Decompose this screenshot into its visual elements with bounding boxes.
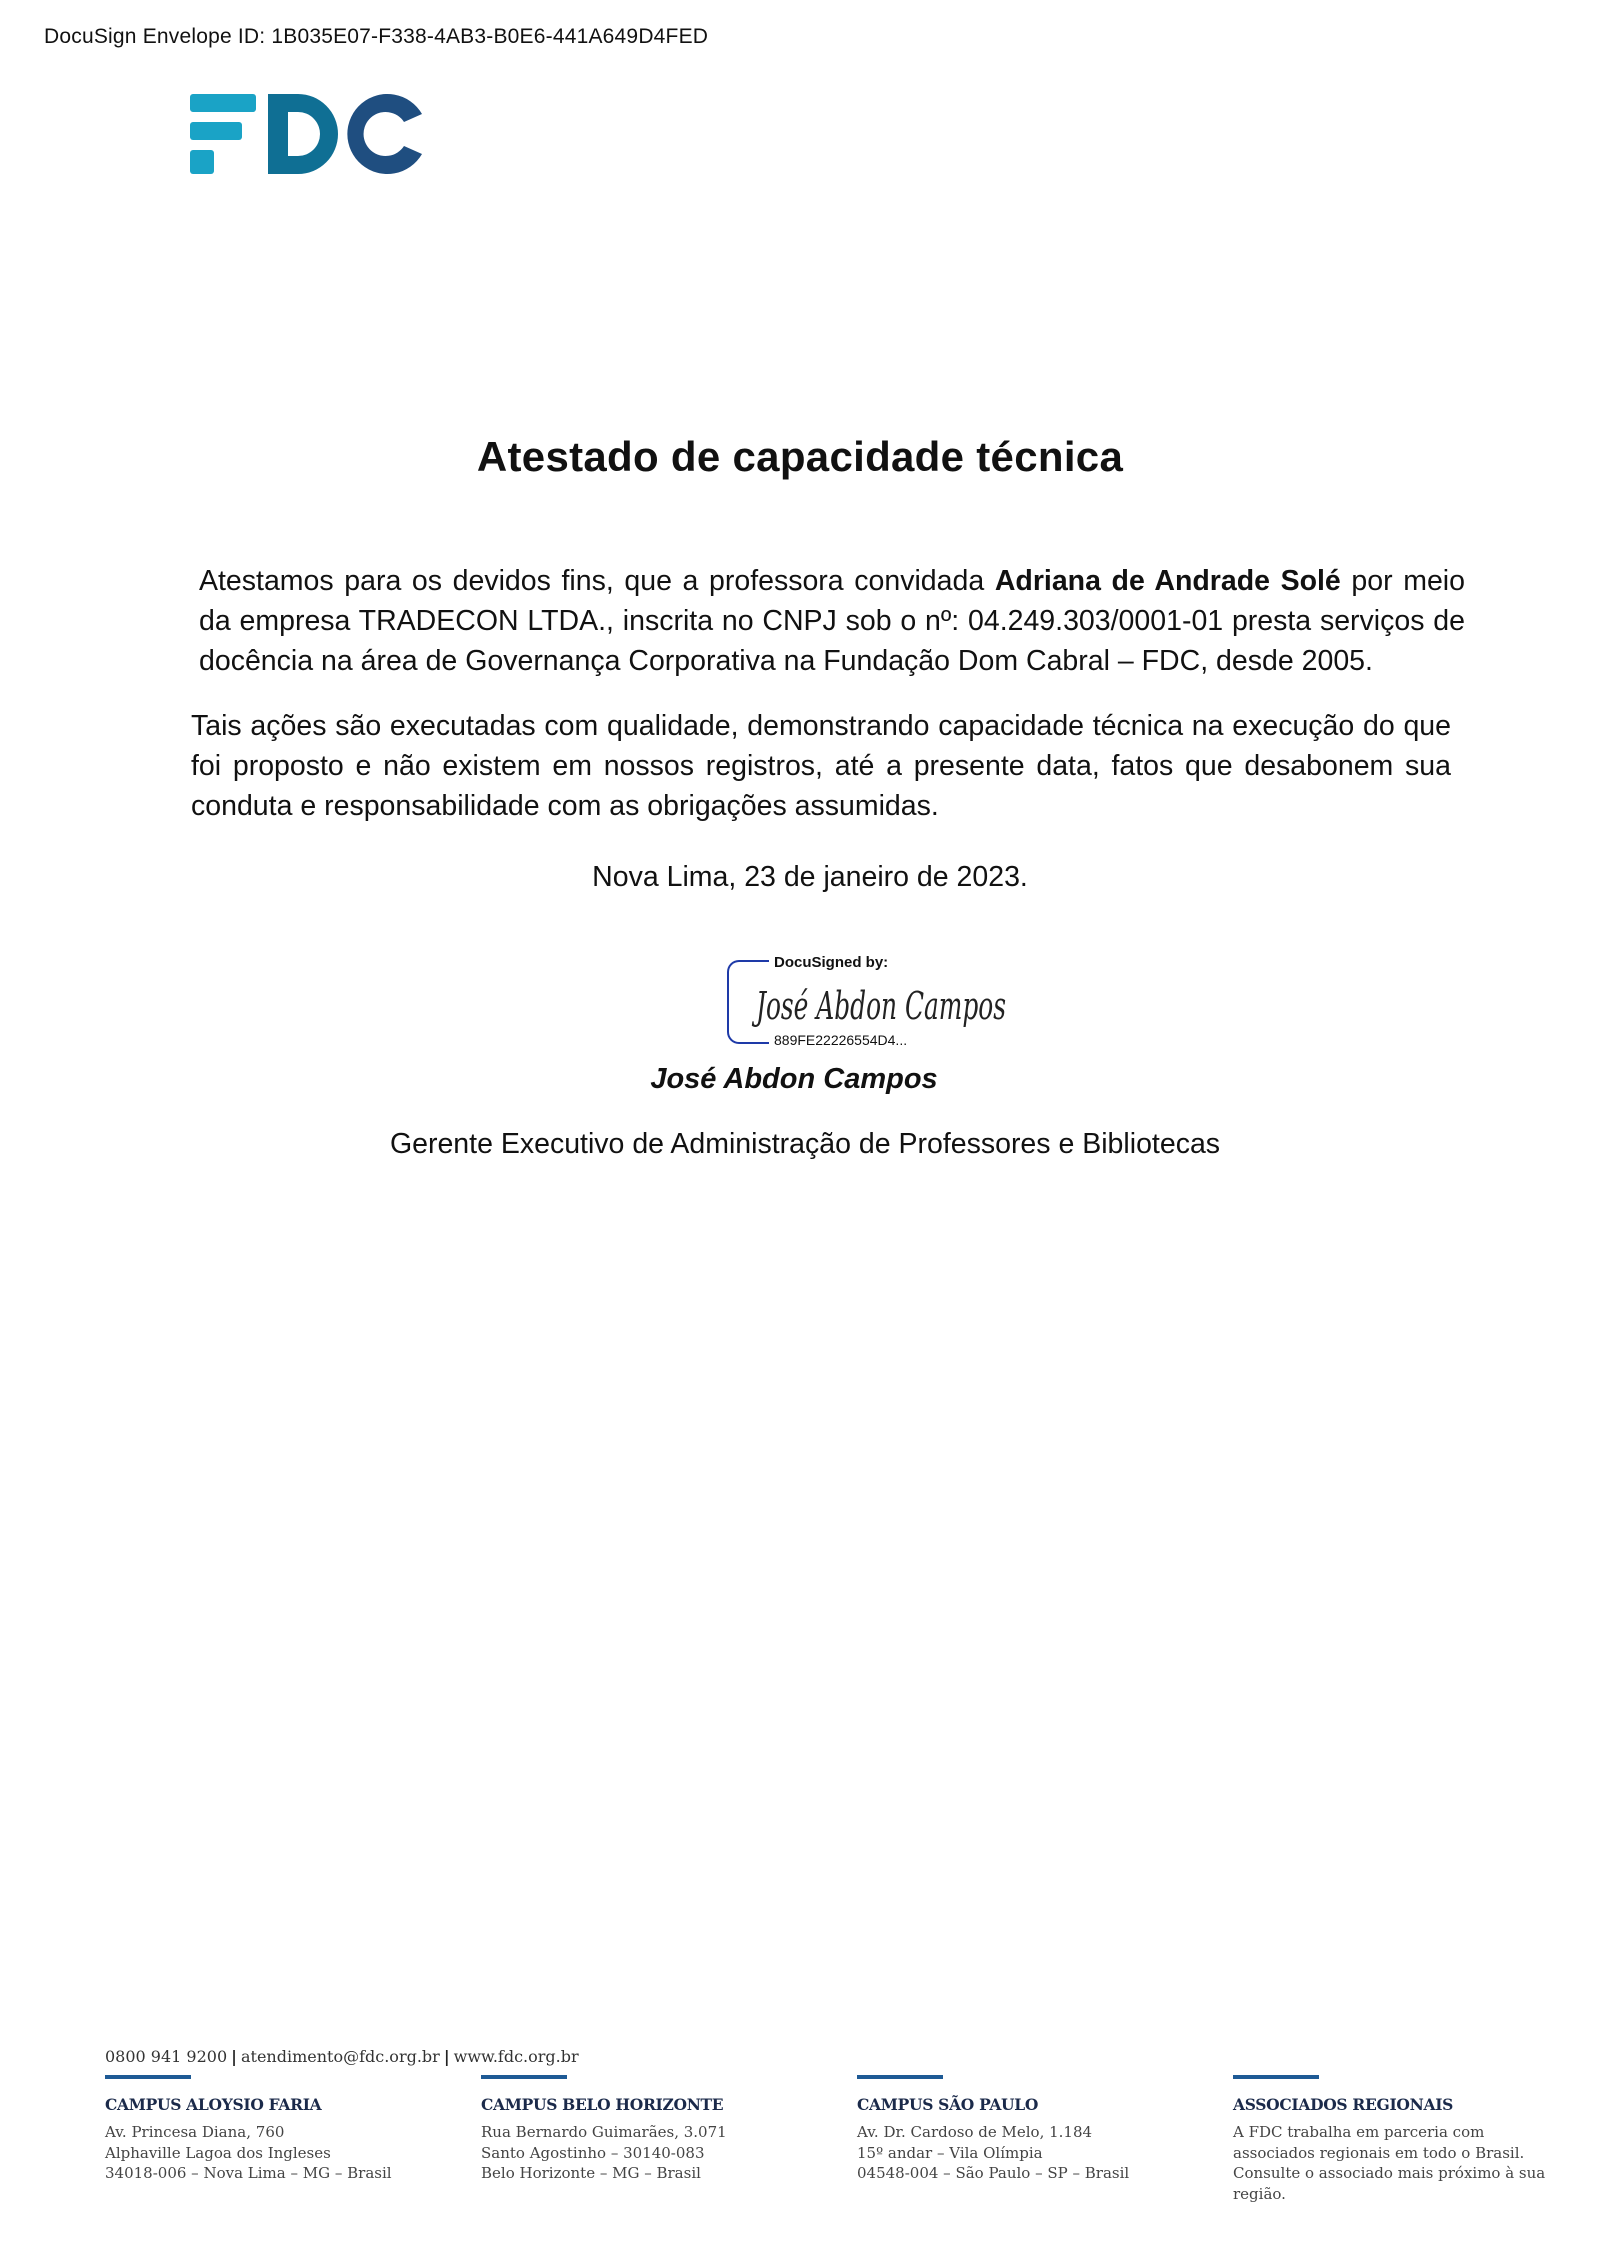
footer-accent-bar xyxy=(105,2075,191,2079)
footer-address-line: 15º andar – Vila Olímpia xyxy=(857,2143,1043,2162)
footer-separator: | xyxy=(231,2047,237,2066)
footer-campus-aloysio-faria xyxy=(105,2075,445,2184)
handwritten-signature xyxy=(750,975,1020,1035)
paragraph-attestation xyxy=(199,561,1465,681)
signer-name: José Abdon Campos xyxy=(650,1063,938,1095)
paragraph-text-end: por meio da empresa TRADECON LTDA., inscrita no CNPJ sob o nº: 04.249.303/0001-01 presta serviços de docência na área de Governança Corporativa na Fundação Dom Cabral – FDC, desde 2005. xyxy=(199,565,1465,677)
signature-script-text: José Abdon Campos xyxy=(751,984,1006,1028)
footer-column-heading: ASSOCIADOS REGIONAIS xyxy=(1233,2095,1454,2114)
footer-text-line: A FDC trabalha em parceria com xyxy=(1233,2123,1485,2141)
footer-campus-belo-horizonte xyxy=(481,2075,821,2184)
footer-text-line: Consulte o associado mais próximo à sua xyxy=(1233,2164,1546,2182)
footer-text-line: região. xyxy=(1233,2184,1286,2203)
footer-text-line: associados regionais em todo o Brasil. xyxy=(1233,2143,1525,2162)
footer-campus-sao-paulo xyxy=(857,2075,1197,2184)
date-line: Nova Lima, 23 de janeiro de 2023. xyxy=(592,861,1028,893)
footer-address-line: Av. Princesa Diana, 760 xyxy=(105,2123,285,2141)
footer-phone: 0800 941 9200 xyxy=(105,2047,228,2066)
docusign-envelope-id: DocuSign Envelope ID: 1B035E07-F338-4AB3-B0E6-441A649D4FED xyxy=(44,25,709,48)
footer-accent-bar xyxy=(1233,2075,1319,2079)
footer-website[interactable]: www.fdc.org.br xyxy=(453,2047,579,2066)
footer-address-line: Santo Agostinho – 30140-083 xyxy=(481,2143,705,2162)
professor-name: Adriana de Andrade Solé xyxy=(994,565,1341,597)
footer-accent-bar xyxy=(481,2075,567,2079)
footer-separator: | xyxy=(443,2047,450,2066)
footer-address-line: Av. Dr. Cardoso de Melo, 1.184 xyxy=(857,2123,1093,2141)
footer-associados-regionais xyxy=(1233,2075,1563,2204)
footer-column-heading: CAMPUS SÃO PAULO xyxy=(857,2095,1039,2114)
paragraph-quality: Tais ações são executadas com qualidade, demonstrando capacidade técnica na execução do que foi proposto e não existem em nossos registros, até a presente data, fatos que desabonem sua conduta e responsabilidade com as obrigações assumidas. xyxy=(191,710,1451,822)
docusign-id: 889FE22226554D4... xyxy=(774,1032,908,1048)
footer-column-heading: CAMPUS ALOYSIO FARIA xyxy=(105,2095,322,2114)
footer-accent-bar xyxy=(857,2075,943,2079)
fdc-logo xyxy=(190,94,430,178)
footer-address-line: Rua Bernardo Guimarães, 3.071 xyxy=(481,2123,727,2141)
footer-email[interactable]: atendimento@fdc.org.br xyxy=(240,2047,440,2066)
document-title: Atestado de capacidade técnica xyxy=(476,433,1124,480)
footer-address-line: Belo Horizonte – MG – Brasil xyxy=(481,2164,701,2182)
footer-column-heading: CAMPUS BELO HORIZONTE xyxy=(481,2095,724,2114)
footer-address-line: 34018-006 – Nova Lima – MG – Brasil xyxy=(105,2164,392,2182)
footer-contact xyxy=(105,2047,579,2066)
docusign-header: DocuSigned by: xyxy=(774,954,889,971)
footer-address-line: 04548-004 – São Paulo – SP – Brasil xyxy=(857,2164,1130,2182)
signer-role: Gerente Executivo de Administração de Professores e Bibliotecas xyxy=(389,1128,1221,1160)
paragraph-text-start: Atestamos para os devidos fins, que a professora convidada xyxy=(199,565,995,597)
footer-address-line: Alphaville Lagoa dos Ingleses xyxy=(105,2143,331,2162)
